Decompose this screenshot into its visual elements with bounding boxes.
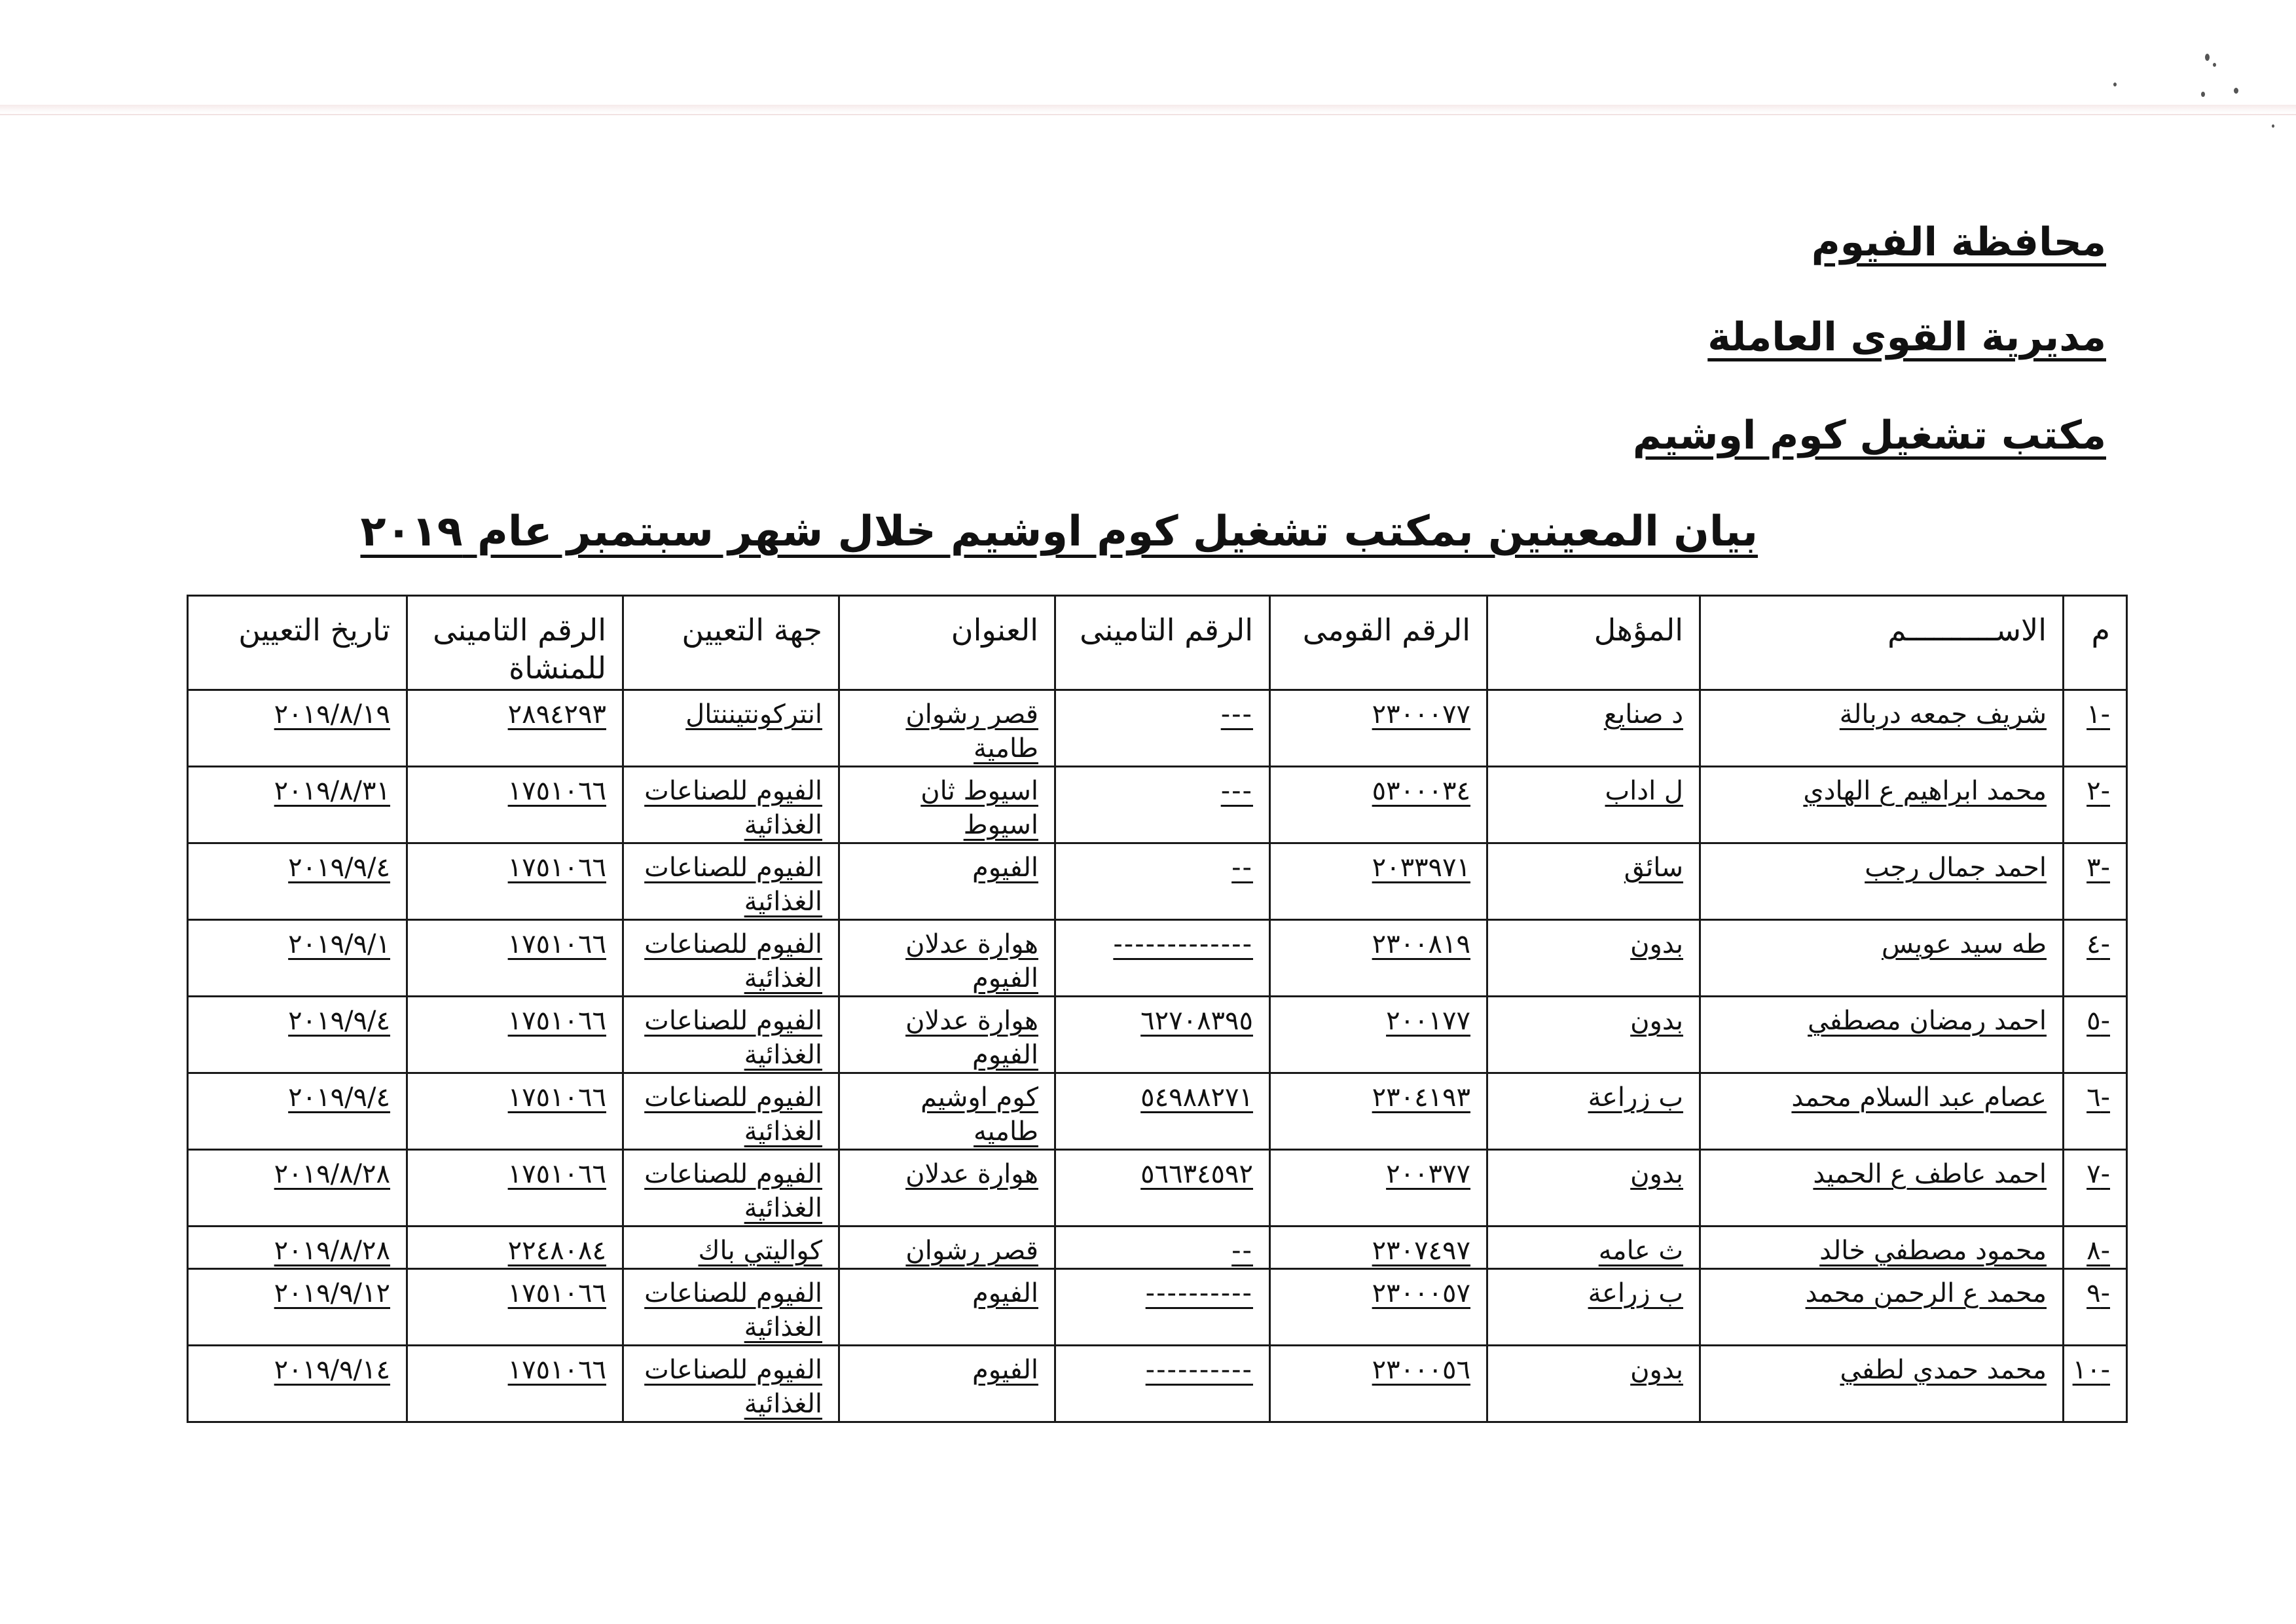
qualification: بدون [1630,1006,1683,1036]
scan-edge-band [0,105,2296,114]
employer-insurance-number: ١٧٥١٠٦٦ [507,1006,606,1036]
employer-insurance-number-cell [407,997,623,1073]
row-number-cell [2064,920,2127,997]
address-cell [839,1269,1055,1346]
table-row [188,843,2127,920]
address-cell [839,1073,1055,1150]
row-number: -٨ [2086,1236,2110,1266]
national-id-cell [1270,1227,1487,1269]
row-number: -٥ [2086,1006,2110,1036]
hire-date: ٢٠١٩/٩/٤ [288,1082,390,1113]
qualification-cell [1487,1073,1700,1150]
employee-name-cell [1700,690,2064,767]
address: قصر رشوان طامية [905,699,1038,764]
employer-cell [623,1227,839,1269]
employer-cell [623,1269,839,1346]
qualification-cell [1487,843,1700,920]
insurance-number-cell [1055,920,1270,997]
insurance-number-cell [1055,767,1270,843]
employer-cell [623,1073,839,1150]
employee-name-cell [1700,767,2064,843]
table-row [188,920,2127,997]
national-id-cell [1270,1073,1487,1150]
hire-date-cell [188,1150,407,1227]
employer-insurance-number-cell [407,1073,623,1150]
row-number: -٧ [2086,1159,2110,1189]
employee-name: احمد جمال رجب [1865,853,2047,883]
employer: الفيوم للصناعات الغذائية [644,929,822,993]
qualification: بدون [1630,929,1683,959]
table-row [188,1073,2127,1150]
row-number: -٩ [2086,1278,2110,1308]
address-cell [839,997,1055,1073]
national-id-cell [1270,1269,1487,1346]
national-id: ٢٣٠٠٠٧٧ [1372,699,1470,729]
hire-date: ٢٠١٩/٨/١٩ [274,699,390,729]
insurance-number: ------------- [1113,929,1253,959]
employer: الفيوم للصناعات الغذائية [644,853,822,917]
row-number-cell [2064,1150,2127,1227]
hire-date: ٢٠١٩/٩/١ [288,929,390,959]
employer-insurance-number: ١٧٥١٠٦٦ [507,929,606,959]
hire-date: ٢٠١٩/٩/١٤ [274,1355,390,1385]
qualification: بدون [1630,1159,1683,1189]
insurance-number-cell [1055,1269,1270,1346]
hire-date: ٢٠١٩/٨/٢٨ [274,1159,390,1189]
national-id: ٢٣٠٠٠٥٧ [1372,1278,1470,1308]
row-number-cell [2064,767,2127,843]
row-number-cell [2064,997,2127,1073]
insurance-number: --- [1220,699,1253,729]
employee-name-cell [1700,1227,2064,1269]
hire-date-cell [188,767,407,843]
hire-date-cell [188,690,407,767]
employee-name: طه سيد عويس [1882,929,2047,959]
table-row [188,690,2127,767]
employer-insurance-number-cell [407,1227,623,1269]
employee-name-cell [1700,997,2064,1073]
employer-insurance-number-cell [407,1269,623,1346]
employer-insurance-number: ١٧٥١٠٦٦ [507,1159,606,1189]
employees-table [187,595,2128,1423]
national-id: ٢٣٠٤١٩٣ [1372,1082,1470,1113]
national-id: ٢٠٠١٧٧ [1386,1006,1470,1036]
insurance-number: ---------- [1145,1278,1253,1308]
insurance-number-cell [1055,997,1270,1073]
hire-date-cell [188,843,407,920]
qualification: ل اداب [1605,776,1683,806]
employer-insurance-number-cell [407,920,623,997]
header-address: العنوان [839,596,1055,690]
employer-cell [623,1346,839,1422]
employee-name-cell [1700,920,2064,997]
row-number-cell [2064,1269,2127,1346]
national-id-cell [1270,690,1487,767]
employee-name: محمد ابراهيم ع الهادي [1803,776,2047,806]
address: قصر رشوان [905,1236,1038,1266]
employer: الفيوم للصناعات الغذائية [644,776,822,840]
qualification-cell [1487,1346,1700,1422]
address-cell [839,920,1055,997]
employer: كواليتي باك [698,1236,822,1266]
employer-insurance-number: ٢٢٤٨٠٨٤ [507,1236,606,1266]
employer-insurance-number: ١٧٥١٠٦٦ [507,776,606,806]
employer-cell [623,920,839,997]
employee-name-cell [1700,1150,2064,1227]
national-id: ٢٠٠٣٧٧ [1386,1159,1470,1189]
employer-insurance-number: ١٧٥١٠٦٦ [507,1082,606,1113]
employer-cell [623,1150,839,1227]
employer: الفيوم للصناعات الغذائية [644,1355,822,1419]
table-header-row [188,596,2127,690]
national-id: ٢٠٣٣٩٧١ [1372,853,1470,883]
employer-insurance-number-cell [407,690,623,767]
address-cell [839,690,1055,767]
national-id-cell [1270,1150,1487,1227]
employee-name: شريف جمعه دربالة [1839,699,2047,729]
insurance-number: ٥٤٩٨٨٢٧١ [1140,1082,1253,1113]
row-number: -٣ [2086,853,2110,883]
employer-cell [623,690,839,767]
insurance-number: ٦٢٧٠٨٣٩٥ [1140,1006,1253,1036]
insurance-number: -- [1231,1236,1253,1266]
national-id-cell [1270,997,1487,1073]
governorate-heading: محافظة الفيوم [1811,219,2106,265]
insurance-number-cell [1055,1150,1270,1227]
row-number: -١ [2086,699,2110,729]
employer: انتركونتيننتال [685,699,822,729]
employer: الفيوم للصناعات الغذائية [644,1159,822,1223]
national-id: ٥٣٠٠٠٣٤ [1372,776,1470,806]
address: هوارة عدلان الفيوم [905,929,1038,993]
address: هوارة عدلان [905,1159,1038,1189]
employer-insurance-number: ١٧٥١٠٦٦ [507,853,606,883]
header-employer: جهة التعيين [623,596,839,690]
national-id-cell [1270,843,1487,920]
employer-cell [623,767,839,843]
insurance-number: --- [1220,776,1253,806]
address-cell [839,1150,1055,1227]
row-number: -٢ [2086,776,2110,806]
qualification: ث عامه [1598,1236,1683,1266]
insurance-number-cell [1055,1073,1270,1150]
address-cell [839,843,1055,920]
table-row [188,1227,2127,1269]
address: الفيوم [972,1278,1038,1308]
employer: الفيوم للصناعات الغذائية [644,1278,822,1342]
directorate-heading: مديرية القوى العاملة [1707,314,2106,360]
qualification: سائق [1624,853,1683,883]
address: الفيوم [972,1355,1038,1385]
header-employer-insurance: الرقم التامينى للمنشاة [407,596,623,690]
hire-date-cell [188,1227,407,1269]
header-national-id: الرقم القومى [1270,596,1487,690]
address-cell [839,1227,1055,1269]
insurance-number-cell [1055,1227,1270,1269]
national-id: ٢٣٠٠٠٥٦ [1372,1355,1470,1385]
insurance-number-cell [1055,1346,1270,1422]
qualification-cell [1487,690,1700,767]
employer: الفيوم للصناعات الغذائية [644,1082,822,1147]
hire-date: ٢٠١٩/٩/١٢ [274,1278,390,1308]
national-id-cell [1270,920,1487,997]
hire-date: ٢٠١٩/٩/٤ [288,1006,390,1036]
address-cell [839,1346,1055,1422]
employer: الفيوم للصناعات الغذائية [644,1006,822,1070]
table-row [188,1150,2127,1227]
hire-date-cell [188,1346,407,1422]
qualification-cell [1487,1227,1700,1269]
employee-name: محمود مصطفي خالد [1819,1236,2047,1266]
row-number-cell [2064,1073,2127,1150]
national-id-cell [1270,1346,1487,1422]
qualification-cell [1487,997,1700,1073]
qualification-cell [1487,1269,1700,1346]
employee-name-cell [1700,843,2064,920]
header-no: م [2064,596,2127,690]
employee-name: احمد عاطف ع الحميد [1813,1159,2047,1189]
employer-insurance-number-cell [407,843,623,920]
qualification-cell [1487,920,1700,997]
insurance-number-cell [1055,690,1270,767]
employer-insurance-number-cell [407,767,623,843]
qualification: د صنايع [1603,699,1683,729]
table-row [188,767,2127,843]
table-row [188,1269,2127,1346]
insurance-number: ---------- [1145,1355,1253,1385]
qualification: ب زراعة [1588,1278,1683,1308]
national-id: ٢٣٠٧٤٩٧ [1372,1236,1470,1266]
row-number: -٦ [2086,1082,2110,1113]
address-cell [839,767,1055,843]
employer-insurance-number: ٢٨٩٤٢٩٣ [507,699,606,729]
row-number-cell [2064,1346,2127,1422]
address: اسيوط ثان اسيوط [920,776,1038,840]
row-number-cell [2064,843,2127,920]
header-name: الاســــــــــم [1700,596,2064,690]
employer-cell [623,843,839,920]
document-title: بيان المعينين بمكتب تشغيل كوم اوشيم خلال شهر سبتمبر عام ٢٠١٩ [360,507,1758,556]
employer-insurance-number-cell [407,1346,623,1422]
employee-name: عصام عبد السلام محمد [1791,1082,2047,1113]
hire-date-cell [188,997,407,1073]
hire-date-cell [188,1269,407,1346]
employee-name-cell [1700,1073,2064,1150]
qualification: ب زراعة [1588,1082,1683,1113]
employee-name: محمد ع الرحمن محمد [1805,1278,2047,1308]
employee-name: احمد رمضان مصطفي [1808,1006,2047,1036]
scan-edge-line [0,114,2296,115]
hire-date: ٢٠١٩/٨/٢٨ [274,1236,390,1266]
employee-name: محمد حمدي لطفي [1840,1355,2047,1385]
employee-name-cell [1700,1346,2064,1422]
insurance-number-cell [1055,843,1270,920]
address: هوارة عدلان الفيوم [905,1006,1038,1070]
header-insurance-no: الرقم التامينى [1055,596,1270,690]
qualification-cell [1487,767,1700,843]
office-heading: مكتب تشغيل كوم اوشيم [1632,413,2106,458]
insurance-number: -- [1231,853,1253,883]
hire-date-cell [188,920,407,997]
table-row [188,1346,2127,1422]
row-number: -٤ [2086,929,2110,959]
header-qualification: المؤهل [1487,596,1700,690]
row-number: -١٠ [2072,1355,2110,1385]
hire-date-cell [188,1073,407,1150]
employer-insurance-number: ١٧٥١٠٦٦ [507,1355,606,1385]
hire-date: ٢٠١٩/٩/٤ [288,853,390,883]
address: كوم اوشيم طاميه [920,1082,1038,1147]
insurance-number: ٥٦٦٣٤٥٩٢ [1140,1159,1253,1189]
qualification: بدون [1630,1355,1683,1385]
header-hire-date: تاريخ التعيين [188,596,407,690]
qualification-cell [1487,1150,1700,1227]
national-id-cell [1270,767,1487,843]
national-id: ٢٣٠٠٨١٩ [1372,929,1470,959]
table-row [188,997,2127,1073]
row-number-cell [2064,1227,2127,1269]
employer-insurance-number: ١٧٥١٠٦٦ [507,1278,606,1308]
hire-date: ٢٠١٩/٨/٣١ [274,776,390,806]
employer-insurance-number-cell [407,1150,623,1227]
address: الفيوم [972,853,1038,883]
row-number-cell [2064,690,2127,767]
employer-cell [623,997,839,1073]
employee-name-cell [1700,1269,2064,1346]
